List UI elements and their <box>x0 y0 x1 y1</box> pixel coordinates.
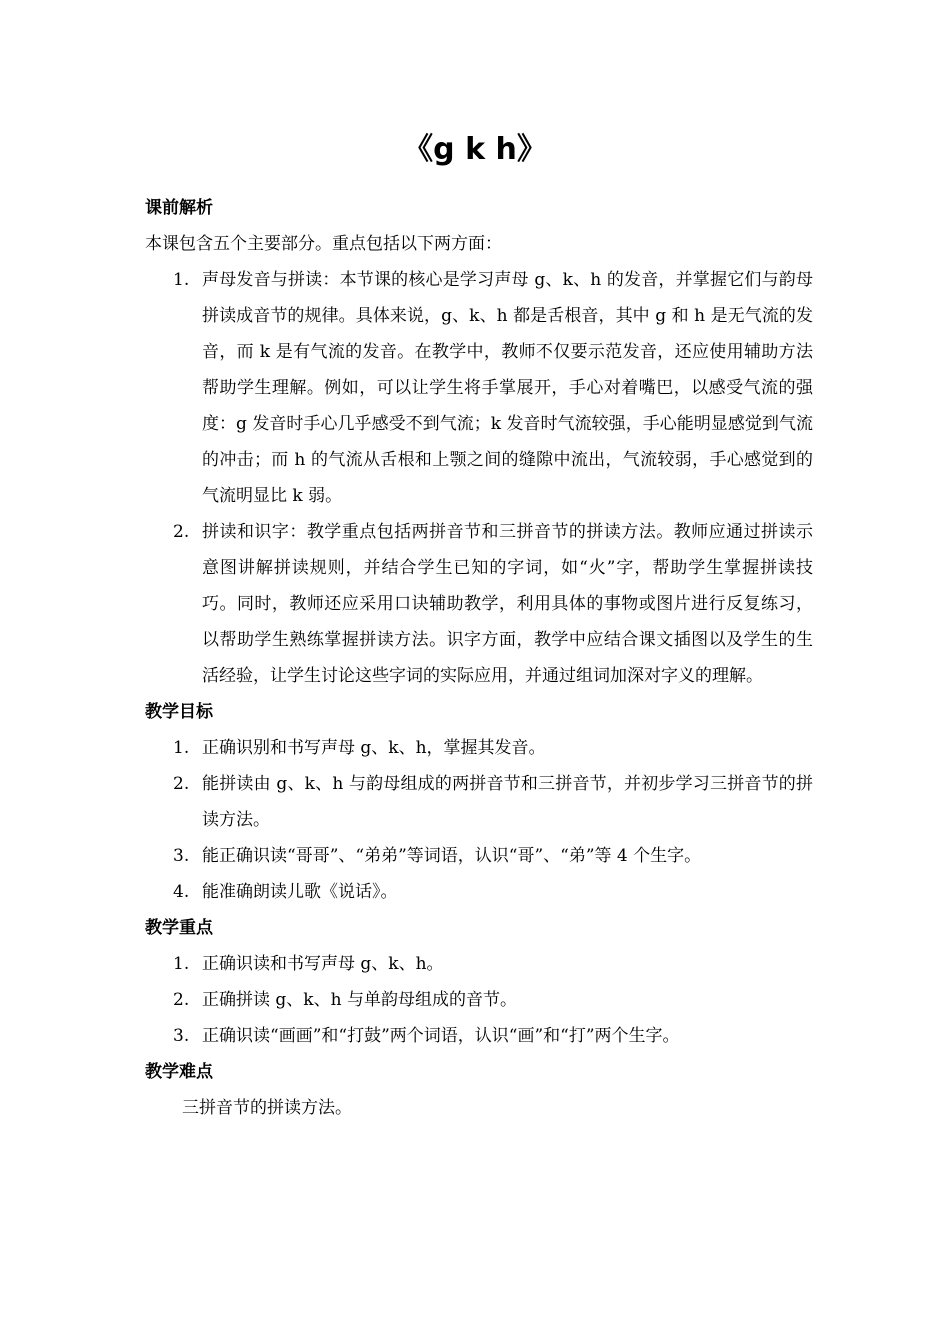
list-item <box>145 946 813 982</box>
list-item <box>145 874 813 910</box>
analysis-intro: 本课包含五个主要部分。重点包括以下两方面： <box>145 234 502 254</box>
list-text: 正确识别和书写声母 g、k、h，掌握其发音。 <box>202 738 546 758</box>
key-points-list <box>145 946 813 1054</box>
section-heading-difficulties: 教学难点 <box>145 1062 213 1082</box>
list-text: 能正确识读“哥哥”、“弟弟”等词语，认识“哥”、“弟”等 4 个生字。 <box>202 846 702 866</box>
list-text: 正确识读和书写声母 g、k、h。 <box>202 954 444 974</box>
list-text: 能拼读由 g、k、h 与韵母组成的两拼音节和三拼音节，并初步学习三拼音节的拼读方法。 <box>202 774 813 830</box>
list-number: 2. <box>173 774 190 794</box>
list-number: 4. <box>173 882 190 902</box>
list-text: 声母发音与拼读：本节课的核心是学习声母 g、k、h 的发音，并掌握它们与韵母拼读成音节的规律。具体来说，g、k、h 都是舌根音，其中 g 和 h 是无气流的发音，而 k 是有气流的发音。在教学中，教师不仅要示范发音，还应使用辅助方法帮助学生理解。例如，可以让学生将手掌展开，手心对着嘴巴，以感受气流的强度：g 发音时手心几乎感受不到气流；k 发音时气流较强，手心能明显感觉到气流的冲击；而 h 的气流从舌根和上颚之间的缝隙中流出，气流较弱，手心感觉到的气流明显比 k 弱。 <box>202 270 813 506</box>
list-number: 1. <box>173 270 190 290</box>
list-item <box>145 1018 813 1054</box>
list-item <box>145 766 813 838</box>
difficulties-text: 三拼音节的拼读方法。 <box>182 1098 352 1118</box>
list-text: 能准确朗读儿歌《说话》。 <box>202 882 398 902</box>
document-title: 《g k h》 <box>403 132 547 167</box>
list-item <box>145 838 813 874</box>
document-body <box>145 190 813 1126</box>
goals-list <box>145 730 813 910</box>
list-item <box>145 514 813 694</box>
list-text: 正确识读“画画”和“打鼓”两个词语，认识“画”和“打”两个生字。 <box>202 1026 680 1046</box>
list-number: 1. <box>173 738 190 758</box>
list-item <box>145 262 813 514</box>
list-text: 正确拼读 g、k、h 与单韵母组成的音节。 <box>202 990 517 1010</box>
list-text: 拼读和识字：教学重点包括两拼音节和三拼音节的拼读方法。教师应通过拼读示意图讲解拼读规则，并结合学生已知的字词，如“火”字，帮助学生掌握拼读技巧。同时，教师还应采用口诀辅助教学，利用具体的事物或图片进行反复练习，以帮助学生熟练掌握拼读方法。识字方面，教学中应结合课文插图以及学生的生活经验，让学生讨论这些字词的实际应用，并通过组词加深对字义的理解。 <box>202 522 813 686</box>
section-heading-key-points: 教学重点 <box>145 918 213 938</box>
list-item <box>145 982 813 1018</box>
list-number: 2. <box>173 990 190 1010</box>
list-number: 1. <box>173 954 190 974</box>
section-heading-goals: 教学目标 <box>145 702 213 722</box>
list-number: 3. <box>173 846 190 866</box>
list-item <box>145 730 813 766</box>
section-heading-analysis: 课前解析 <box>145 198 213 218</box>
list-number: 2. <box>173 522 190 542</box>
analysis-list <box>145 262 813 694</box>
list-number: 3. <box>173 1026 190 1046</box>
